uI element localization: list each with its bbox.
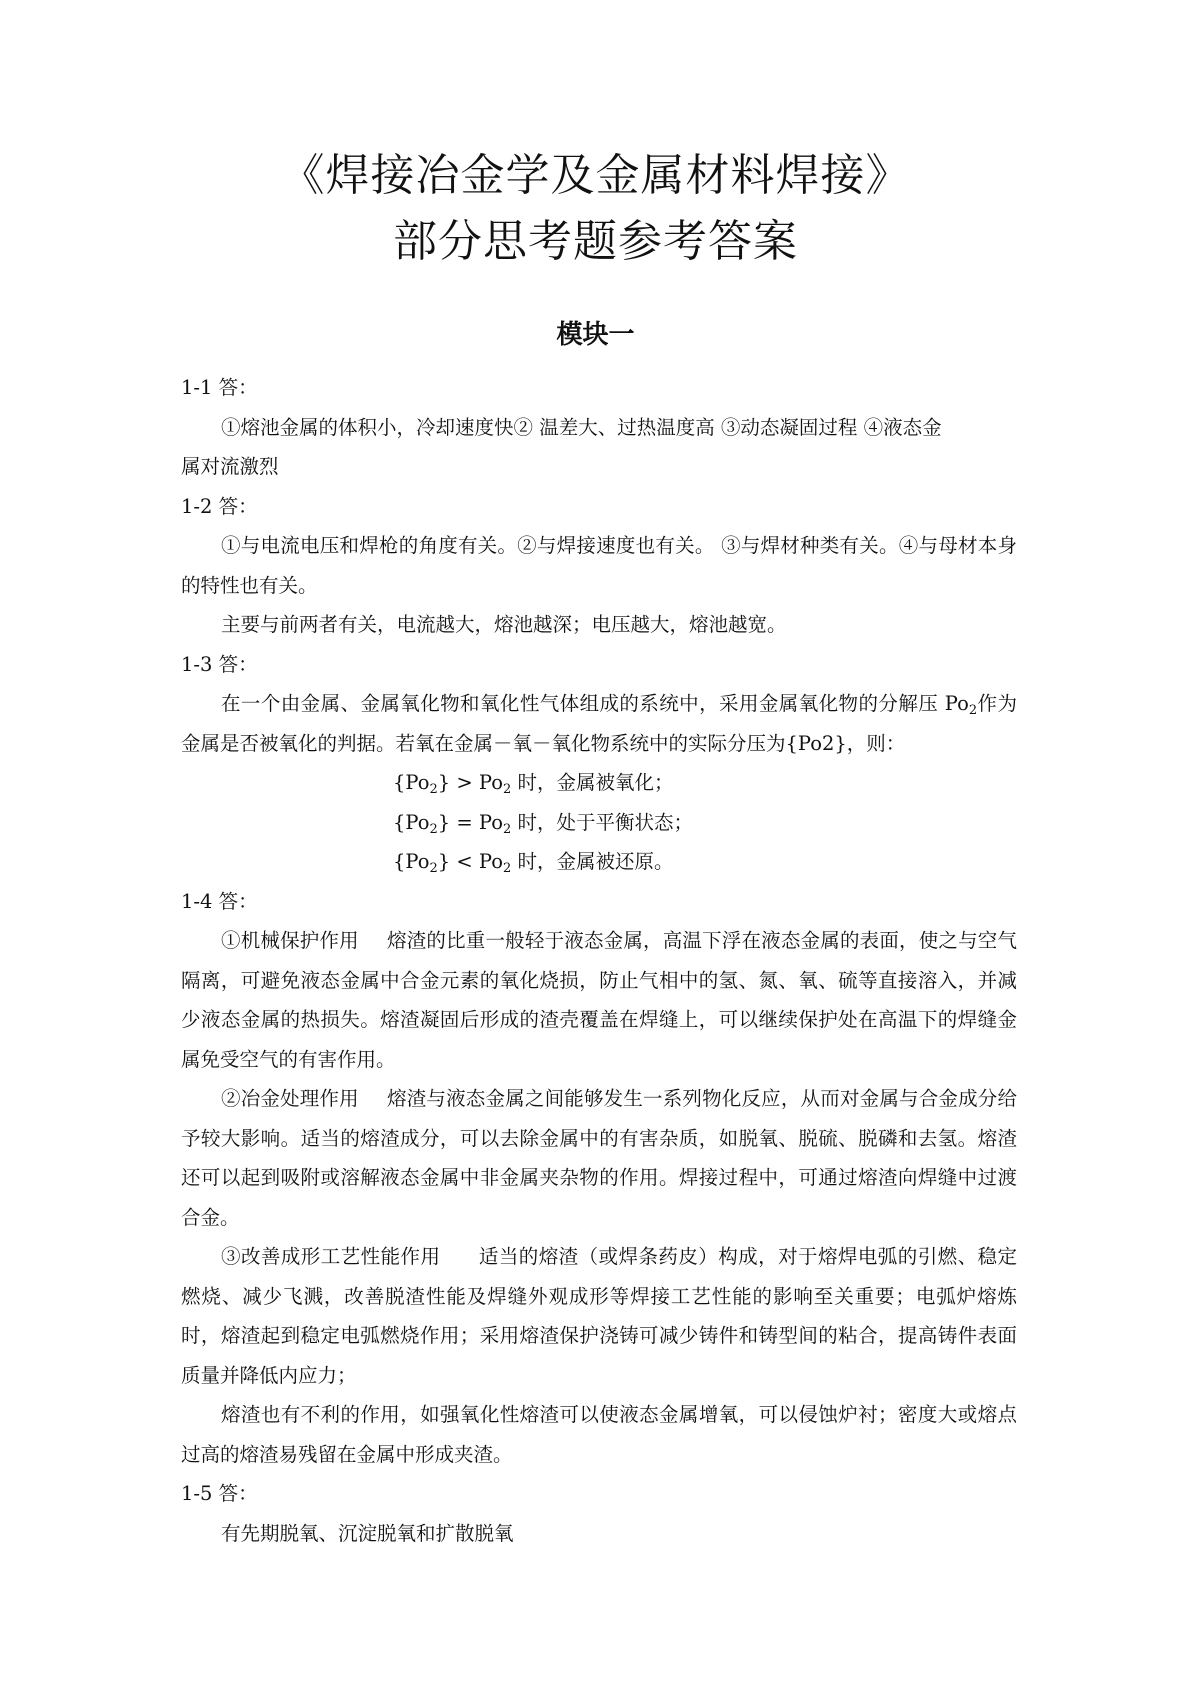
formula-reduced-sub-b: 2 xyxy=(502,861,512,876)
answer-1-4-paragraph-4: 熔渣也有不利的作用，如强氧化性熔渣可以使液态金属增氧，可以侵蚀炉衬；密度大或熔点过高的熔渣易残留在金属中形成夹渣。 xyxy=(181,1403,1017,1466)
formula-equilibrium-sub-b: 2 xyxy=(502,821,512,837)
formula-oxidized-sub-a: 2 xyxy=(429,782,438,797)
answer-1-1-paragraph xyxy=(181,408,1017,487)
answer-1-4-p2-body: 熔渣与液态金属之间能够发生一系列物化反应，从而对金属与合金成分给予较大影响。适当的熔渣成分，可以去除金属中的有害杂质，如脱氧、脱硫、脱磷和去氢。熔渣还可以起到吸附或溶解液态金属中非金属夹杂物的作用。焊接过程中，可通过熔渣向焊缝中过渡合金。 xyxy=(181,1087,1017,1229)
answer-1-4-paragraph-2 xyxy=(181,1079,1017,1237)
question-label-1-5: 1-5 答： xyxy=(181,1482,258,1505)
formula-oxidized-left: {Po xyxy=(393,771,430,794)
answer-1-2-paragraph-2: 主要与前两者有关，电流越大，熔池越深；电压越大，熔池越宽。 xyxy=(221,613,787,636)
formula-equilibrium-sub-a: 2 xyxy=(429,821,438,837)
answer-1-1-line2: 属对流激烈 xyxy=(181,455,279,478)
answer-1-4-p1-body: 熔渣的比重一般轻于液态金属，高温下浮在液态金属的表面，使之与空气隔离，可避免液态金属中合金元素的氧化烧损，防止气相中的氢、氮、氧、硫等直接溶入，并减少液态金属的热损失。熔渣凝固后形成的渣壳覆盖在焊缝上，可以继续保护处在高温下的焊缝金属免受空气的有害作用。 xyxy=(181,929,1017,1071)
answer-1-3-text-a: 在一个由金属、金属氧化物和氧化性气体组成的系统中，采用金属氧化物的分解压 Po xyxy=(221,692,969,715)
answer-1-3-subscript: 2 xyxy=(968,703,978,718)
formula-oxidized-text: 时，金属被氧化； xyxy=(511,771,674,794)
document-title-line1: 《焊接冶金学及金属材料焊接》 xyxy=(280,150,911,201)
document-body xyxy=(181,368,1017,1553)
question-label-1-1: 1-1 答： xyxy=(181,376,258,399)
answer-1-4-paragraph-3 xyxy=(181,1237,1017,1395)
formula-equilibrium-op: } = Po xyxy=(437,810,503,834)
answer-1-3-paragraph-1 xyxy=(181,684,1017,763)
answer-1-5-paragraph-1: 有先期脱氧、沉淀脱氧和扩散脱氧 xyxy=(221,1521,514,1545)
answer-1-4-p3-body: 适当的熔渣（或焊条药皮）构成，对于熔焊电弧的引燃、稳定燃烧、减少飞溅，改善脱渣性能及焊缝外观成形等焊接工艺性能的影响至关重要；电弧炉熔炼时，熔渣起到稳定电弧燃烧作用；采用熔渣保护浇铸可减少铸件和铸型间的粘合，提高铸件表面质量并降低内应力； xyxy=(181,1245,1017,1387)
formula-reduced xyxy=(181,842,1017,882)
formula-oxidized-op: } > Po xyxy=(437,771,503,794)
formula-equilibrium-left: {Po xyxy=(393,810,430,834)
question-label-1-4: 1-4 答： xyxy=(181,889,258,913)
answer-1-1-line1: ①熔池金属的体积小，冷却速度快② 温差大、过热温度高 ③动态凝固过程 ④液态金 xyxy=(221,415,942,439)
answer-1-4-paragraph-1 xyxy=(181,921,1017,1079)
answer-1-4-p3-heading: ③改善成形工艺性能作用 xyxy=(221,1245,441,1268)
formula-reduced-op: } < Po xyxy=(437,850,503,873)
formula-reduced-left: {Po xyxy=(393,850,430,873)
answer-1-2-paragraph-1: ①与电流电压和焊枪的角度有关。②与焊接速度也有关。 ③与焊材种类有关。④与母材本身的特性也有关。 xyxy=(181,534,1017,597)
formula-oxidized xyxy=(181,763,1017,803)
formula-reduced-text: 时，金属被还原。 xyxy=(511,850,674,873)
answer-1-3-text-b: 作为金属是否被氧化的判据。若氧在金属－氧－氧化物系统中的实际分压为{Po2}，则： xyxy=(181,692,1017,755)
formula-reduced-sub-a: 2 xyxy=(429,861,438,876)
answer-1-4-p1-heading: ①机械保护作用 xyxy=(221,929,359,952)
module-heading: 模块一 xyxy=(556,320,635,350)
formula-oxidized-sub-b: 2 xyxy=(502,782,512,797)
question-label-1-3: 1-3 答： xyxy=(181,652,258,676)
formula-equilibrium xyxy=(181,803,1017,843)
question-label-1-2: 1-2 答： xyxy=(181,494,258,518)
formula-equilibrium-text: 时，处于平衡状态； xyxy=(511,810,693,834)
answer-1-4-p2-heading: ②冶金处理作用 xyxy=(221,1087,359,1110)
document-title-line2: 部分思考题参考答案 xyxy=(393,216,798,267)
